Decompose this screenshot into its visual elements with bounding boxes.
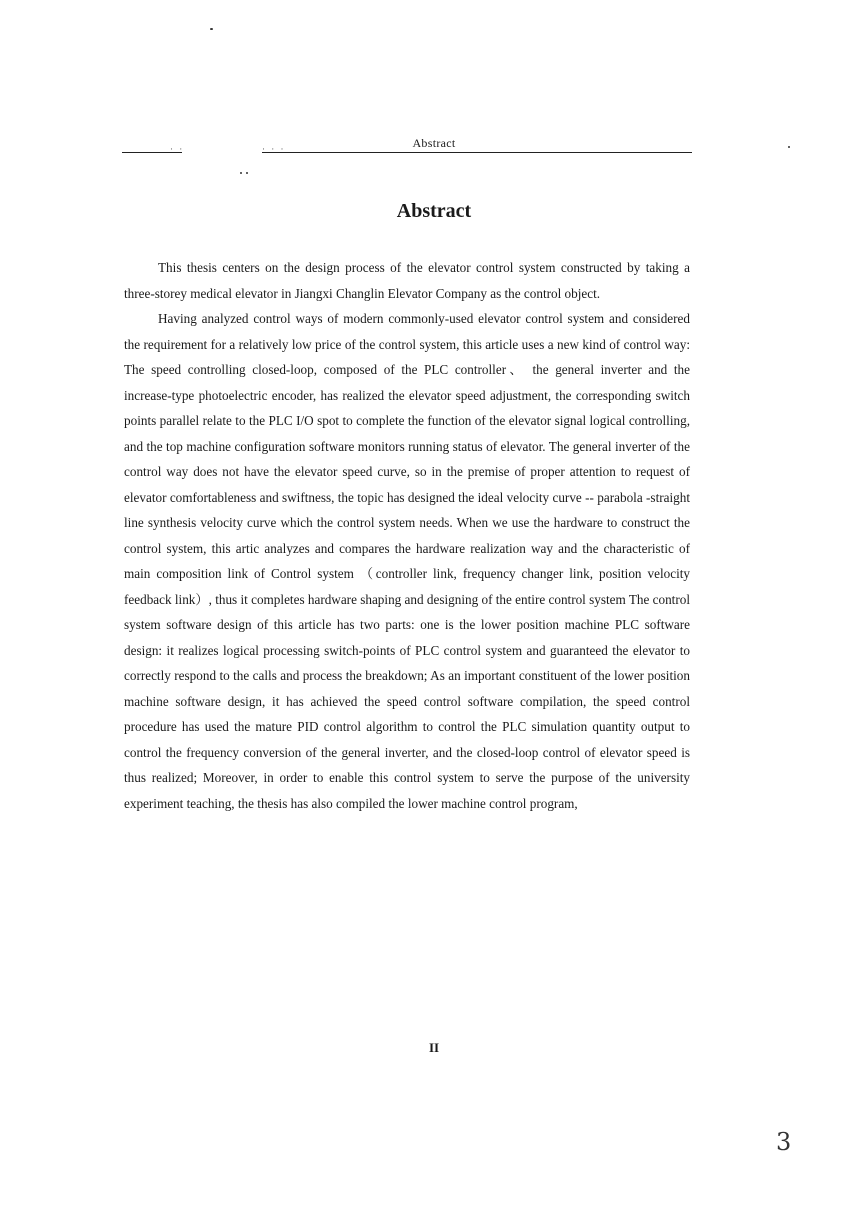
scan-speck [246,172,248,174]
header-rule-gap [182,150,262,155]
running-header: Abstract [412,136,456,150]
header-rule-dots: · · · [262,144,286,154]
handwritten-page-mark: 3 [776,1128,792,1156]
paragraph: Having analyzed control ways of modern commonly-used elevator control system and considered the requirement for a relatively low price of the control system, this article uses a new kind of control way: The speed controlling closed-loop, composed of the PLC controller、 the general inverter and the increase-type photoelectric encoder, has realized the elevator speed adjustment, the corresponding switch points parallel relate to the PLC I/O spot to complete the function of the elevator signal logical controlling, and the top machine configuration software monitors running status of elevator. The general inverter of the control way does not have the elevator speed curve, so in the premise of proper attention to request of elevator comfortableness and swiftness, the topic has designed the ideal velocity curve -- parabola -straight line synthesis velocity curve which the control system needs. When we use the hardware to construct the control system, this artic analyzes and compares the hardware realization way and the characteristic of main composition link of Control system （controller link, frequency changer link, position velocity feedback link）, thus it completes hardware shaping and designing of the entire control system The control system software design of this article has two parts: one is the lower position machine PLC software design: it realizes logical processing switch-points of PLC control system and guaranteed the elevator to correctly respond to the calls and process the breakdown; As an important constituent of the lower position machine software design, it has achieved the speed control software compilation, the speed control procedure has used the mature PID control algorithm to control the PLC simulation quantity output to control the frequency conversion of the general inverter, and the closed-loop control of elevator speed is thus realized; Moreover, in order to enable this control system to serve the purpose of the university experiment teaching, the thesis has also compiled the lower machine control program, [124,311,690,811]
paragraph: This thesis centers on the design process of the elevator control system constructed by taking a three-storey medical elevator in Jiangxi Changlin Elevator Company as the control object. [124,260,690,301]
page-title: Abstract [396,200,472,222]
header-rule-dots: · · [170,144,185,154]
scan-speck [210,28,213,30]
scan-speck [240,172,242,174]
page-number: II [428,1040,440,1055]
abstract-body [124,255,690,816]
